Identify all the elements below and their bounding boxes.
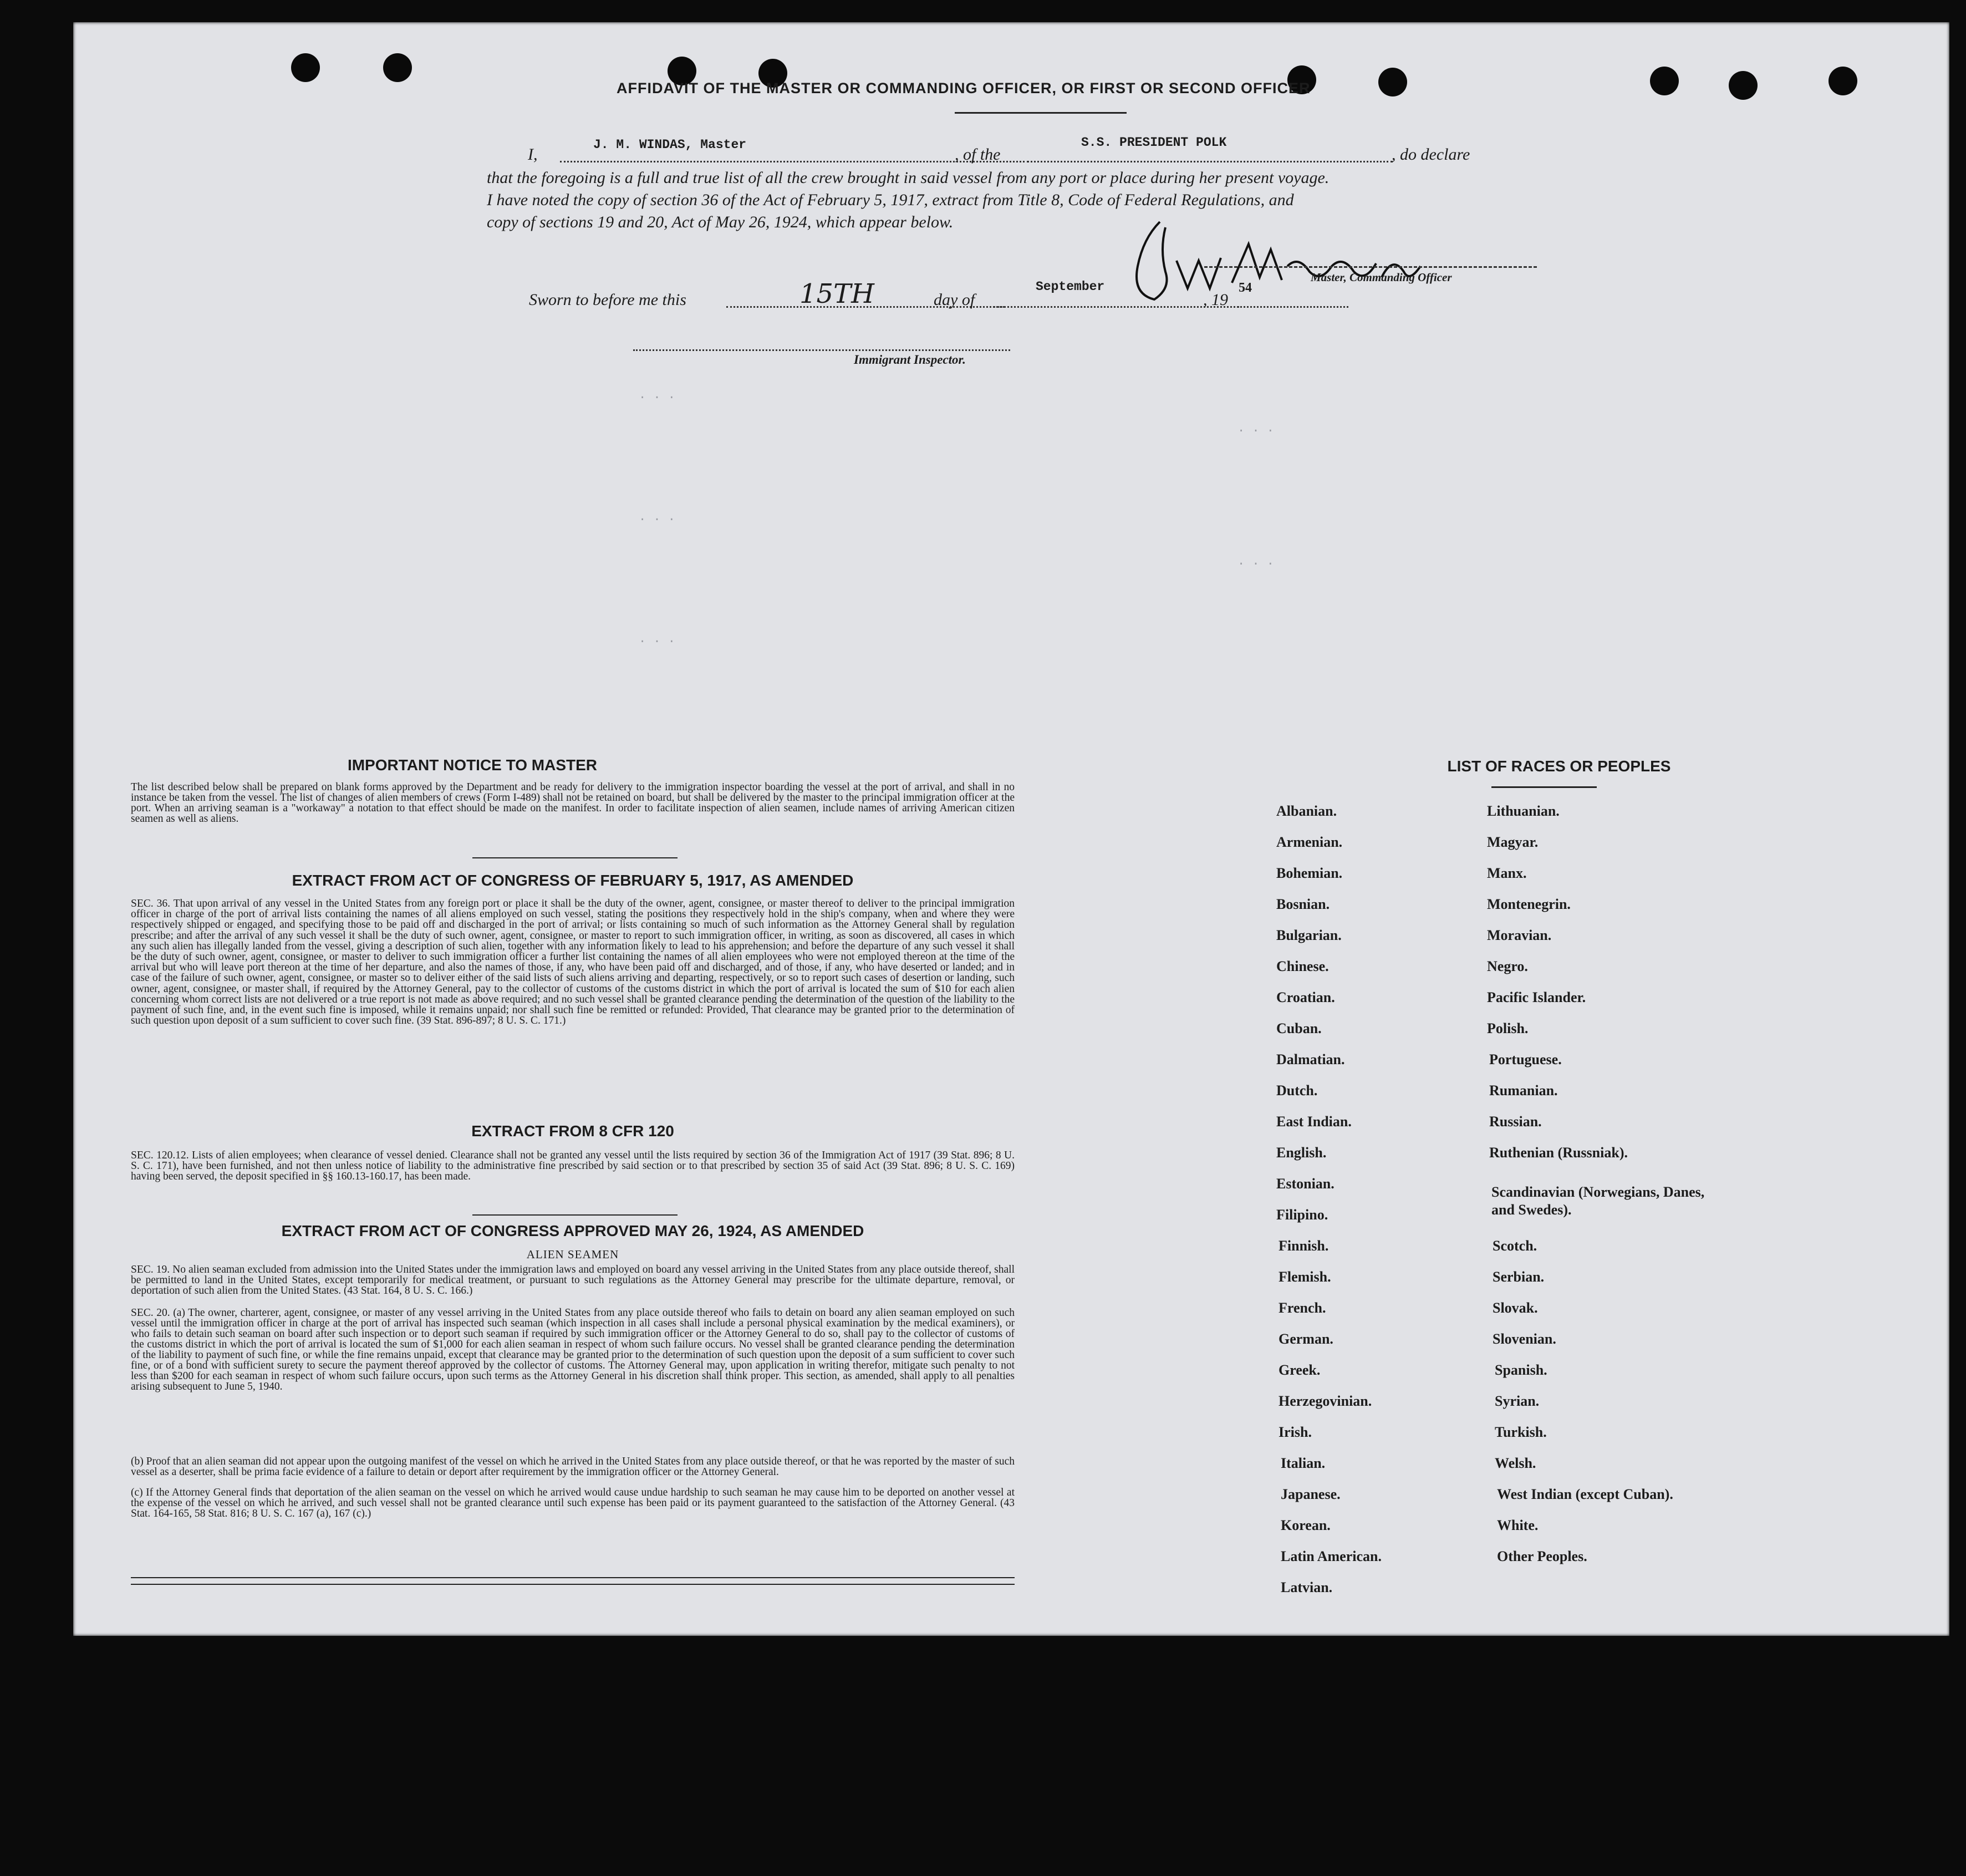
race-item: Bulgarian.: [1276, 927, 1342, 943]
race-item: Latin American.: [1281, 1548, 1382, 1564]
race-item: Filipino.: [1276, 1207, 1328, 1223]
race-item: Italian.: [1281, 1455, 1326, 1471]
section-divider: [472, 1214, 678, 1216]
race-item: Scotch.: [1493, 1238, 1537, 1254]
race-item: Polish.: [1487, 1020, 1529, 1036]
race-item: Serbian.: [1493, 1269, 1545, 1285]
inspector-signature-line: [633, 349, 1010, 351]
race-item: Scandinavian (Norwegians, Danes, and Swedes).: [1491, 1184, 1705, 1218]
race-item: Cuban.: [1276, 1020, 1322, 1036]
race-item: Montenegrin.: [1487, 896, 1571, 912]
race-item: Armenian.: [1276, 834, 1343, 850]
race-item: Magyar.: [1487, 834, 1539, 850]
race-item: Lithuanian.: [1487, 803, 1560, 819]
sworn-label: Sworn to before me this: [529, 291, 686, 309]
race-item: Turkish.: [1495, 1424, 1547, 1440]
extract-1924-sec20a: SEC. 20. (a) The owner, charterer, agent, consignee, or master of any vessel arriving in the United States from any place outside thereof who fails to detain on board any alien seaman employed on such vessel until the immigration officer in charge at the port of arrival has inspected such seaman (which inspection in all cases shall include a personal physical examination by the medical examiners), or who fails to detain such seaman on board after such inspection or to deport such seaman if required by such immigration officer or the Attorney General to do so, shall pay to the collector of customs of the customs district in which the port of arrival is located the sum of $1,000 for each alien seaman in respect of whom such failure occurs. No vessel shall be granted clearance pending the determination of the liability to payment of such fine, or while the fine remains unpaid, except that clearance may be granted prior to the determination of such question upon the deposit of a sum sufficient to cover such fine, or of a bond with sufficient surety to secure the payment thereof approved by the collector of customs. The Attorney General may, upon application in writing therefor, mitigate such penalty to not less than $200 for each seaman in respect of whom such failure occurs, upon such terms as the Attorney General in his discretion shall think proper. This section, as amended, shall apply to all penalties arising subsequent to June 5, 1940.: [131, 1307, 1015, 1392]
race-item: Other Peoples.: [1497, 1548, 1587, 1564]
race-item: Negro.: [1487, 958, 1528, 974]
title-underline: [955, 112, 1127, 114]
race-item: West Indian (except Cuban).: [1497, 1486, 1673, 1502]
race-item: Welsh.: [1495, 1455, 1536, 1471]
race-item: East Indian.: [1276, 1114, 1352, 1130]
punch-hole: [291, 53, 320, 82]
race-item: Chinese.: [1276, 958, 1329, 974]
race-item: French.: [1279, 1300, 1326, 1316]
section-divider: [472, 857, 678, 858]
sworn-month-value: September: [1036, 279, 1105, 294]
master-name-value: J. M. WINDAS, Master: [593, 138, 747, 152]
race-item: Portuguese.: [1489, 1051, 1562, 1067]
master-signature: [1127, 205, 1426, 316]
sworn-day-value: 15TH: [799, 278, 874, 309]
year-prefix: , 19: [1203, 291, 1228, 309]
of-the-label: , of the: [955, 145, 1001, 164]
race-item: Spanish.: [1495, 1362, 1547, 1378]
race-item: Korean.: [1281, 1517, 1331, 1533]
race-item: Moravian.: [1487, 927, 1552, 943]
do-declare-label: , do declare: [1392, 145, 1470, 164]
year-suffix: 54: [1239, 281, 1252, 295]
race-item: Flemish.: [1279, 1269, 1331, 1285]
extract-1917-title: EXTRACT FROM ACT OF CONGRESS OF FEBRUARY 5, 1917, AS AMENDED: [292, 872, 854, 889]
races-title: LIST OF RACES OR PEOPLES: [1447, 757, 1671, 775]
extract-cfr-title: EXTRACT FROM 8 CFR 120: [471, 1122, 674, 1140]
notice-title: IMPORTANT NOTICE TO MASTER: [347, 756, 598, 774]
extract-cfr-text: SEC. 120.12. Lists of alien employees; when clearance of vessel denied. Clearance shall not be granted any vessel until the lists required by section 36 of the Immigration Act of 1917 (39 Stat. 896; 8 U. S. C. 171), have been furnished, and not then unless notice of liability to the administrative fine prescribed by said section or to that prescribed by section 35 of said Act (39 Stat. 896; 8 U. S. C. 169) having been served, the deposit specified in §§ 160.13-160.17, has been made.: [131, 1150, 1015, 1182]
extract-1924-title: EXTRACT FROM ACT OF CONGRESS APPROVED MAY 26, 1924, AS AMENDED: [281, 1222, 864, 1239]
day-of-label: day of: [934, 291, 975, 309]
punch-hole: [1650, 67, 1679, 95]
signer-title: Master, Commanding Officer: [1311, 271, 1452, 284]
punch-hole: [1829, 67, 1857, 95]
extract-1924-subtitle: ALIEN SEAMEN: [526, 1248, 619, 1261]
bleed-through-mark: . . .: [639, 510, 676, 524]
extract-1917-text: SEC. 36. That upon arrival of any vessel in the United States from any foreign port or place it shall be the duty of the owner, agent, consignee, or master thereof to deliver to the principal immigration officer in charge of the port of arrival lists containing the names of all aliens employed on such vessel, stating the positions they respectively hold in the ship's company, when and where they were respectively shipped or engaged, and specifying those to be paid off and discharged in the port of arrival; or lists containing so much of such information as the Attorney General shall by regulation prescribe; and after the arrival of any such vessel it shall be the duty of such owner, agent, consignee, or master to report to such immigration officer, in writing, as soon as discovered, all cases in which any such alien has illegally landed from the vessel, giving a description of such alien, together with any information likely to lead to his apprehension; and before the departure of any such vessel it shall be the duty of such owner, agent, consignee, or master to deliver to such immigration officer a further list containing the names of all alien employees who were not employed thereon at the time of the arrival but who will leave port thereon at the time of her departure, and also the names of those, if any, who have been paid off and discharged, and of those, if any, who have deserted or landed; and in case of the failure of such owner, agent, consignee, or master so to deliver either of the said lists of such aliens arriving and departing, respectively, or so to report such cases of desertion or landing, such owner, agent, consignee, or master shall, if required by the Attorney General, pay to the collector of customs of the customs district in which the port of arrival is located the sum of $10 for each alien concerning whom correct lists are not delivered or a true report is not made as above required; and no such vessel shall be granted clearance pending the determination of the question of the liability to the payment of such fine, and, in the event such fine is imposed, while it remains unpaid; nor shall such fine be remitted or refunded: Provided, That clearance may be granted prior to the determination of such question upon deposit of a sum sufficient to cover such fine. (39 Stat. 896-897; 8 U. S. C. 171.): [131, 898, 1015, 1027]
race-item: Syrian.: [1495, 1393, 1540, 1409]
bleed-through-mark: . . .: [639, 632, 676, 646]
vessel-line: [1027, 161, 1393, 162]
bottom-rule: [131, 1577, 1015, 1578]
race-item: Dalmatian.: [1276, 1051, 1345, 1067]
bleed-through-mark: . . .: [639, 388, 676, 402]
document-page: [73, 22, 1949, 1636]
race-item: Ruthenian (Russniak).: [1489, 1145, 1628, 1161]
notice-text: The list described below shall be prepared on blank forms approved by the Department and be ready for delivery to the immigration inspector boarding the vessel at the port of arrival, and shall in no instance be taken from the vessel. The list of changes of alien members of crews (Form I-489) shall not be retained on board, but shall be delivered by the master to the principal immigration officer at the port. When an arriving seaman is a "workaway" a notation to that effect should be made on the manifest. In order to facilitate inspection of alien seamen, include names of arriving American citizen seamen as well as aliens.: [131, 781, 1015, 825]
bleed-through-mark: . . .: [1237, 555, 1275, 568]
signature-drawing: [1127, 205, 1426, 316]
race-item: Estonian.: [1276, 1176, 1335, 1192]
punch-hole: [1729, 71, 1758, 100]
race-item: German.: [1279, 1331, 1333, 1347]
race-item: Bohemian.: [1276, 865, 1343, 881]
race-item: White.: [1497, 1517, 1539, 1533]
punch-hole: [383, 53, 412, 82]
race-item: Bosnian.: [1276, 896, 1330, 912]
race-item: English.: [1276, 1145, 1327, 1161]
race-item: Japanese.: [1281, 1486, 1341, 1502]
race-item: Latvian.: [1281, 1579, 1333, 1595]
race-item: Manx.: [1487, 865, 1527, 881]
race-item: Irish.: [1279, 1424, 1312, 1440]
signature-line: [1204, 266, 1537, 268]
race-item: Rumanian.: [1489, 1082, 1558, 1099]
affidavit-line-4: copy of sections 19 and 20, Act of May 26, 1924, which appear below.: [487, 213, 954, 231]
vessel-name-value: S.S. PRESIDENT POLK: [1081, 135, 1227, 150]
race-item: Slovenian.: [1493, 1331, 1556, 1347]
race-item: Croatian.: [1276, 989, 1335, 1005]
race-item: Albanian.: [1276, 803, 1337, 819]
races-title-underline: [1491, 786, 1597, 788]
race-item: Dutch.: [1276, 1082, 1318, 1099]
race-item: Greek.: [1279, 1362, 1321, 1378]
affidavit-line-3: I have noted the copy of section 36 of the Act of February 5, 1917, extract from Title 8, Code of Federal Regulations, and: [487, 191, 1294, 209]
race-item: Pacific Islander.: [1487, 989, 1586, 1005]
year-line: [1237, 306, 1348, 308]
inspector-label: Immigrant Inspector.: [854, 353, 966, 367]
bottom-rule: [131, 1584, 1015, 1585]
affidavit-i: I,: [528, 145, 538, 164]
race-item: Russian.: [1489, 1114, 1542, 1130]
affidavit-title: AFFIDAVIT OF THE MASTER OR COMMANDING OFFICER, OR FIRST OR SECOND OFFICER: [617, 80, 1311, 96]
extract-1924-sec19: SEC. 19. No alien seaman excluded from admission into the United States under the immigration laws and employed on board any vessel arriving in the United States from any place outside thereof, shall be permitted to land in the United States, except temporarily for medical treatment, or pursuant to such regulations as the Attorney General may prescribe for the ultimate departure, removal, or deportation of such alien from the United States. (43 Stat. 164, 8 U. S. C. 166.): [131, 1264, 1015, 1297]
race-item: Slovak.: [1493, 1300, 1538, 1316]
race-item: Finnish.: [1279, 1238, 1329, 1254]
race-item: Herzegovinian.: [1279, 1393, 1372, 1409]
extract-1924-sec20c: (c) If the Attorney General finds that deportation of the alien seaman on the vessel on which he arrived would cause undue hardship to such seaman he may cause him to be deported on another vessel at the expense of the vessel on which he arrived, and such vessel shall not be granted clearance until such expense has been paid or its payment guaranteed to the satisfaction of the Attorney General. (43 Stat. 164-165, 58 Stat. 816; 8 U. S. C. 167 (a), 167 (c).): [131, 1487, 1015, 1519]
bleed-through-mark: . . .: [1237, 421, 1275, 435]
extract-1924-sec20b: (b) Proof that an alien seaman did not appear upon the outgoing manifest of the vessel on which he arrived in the United States from any place outside thereof, or that he was reported by the master of such vessel as a deserter, shall be prima facie evidence of a failure to detain or deport after requirement by the immigration officer or the Attorney General.: [131, 1456, 1015, 1478]
affidavit-line-2: that the foregoing is a full and true list of all the crew brought in said vessel from any port or place during her present voyage.: [487, 169, 1330, 187]
